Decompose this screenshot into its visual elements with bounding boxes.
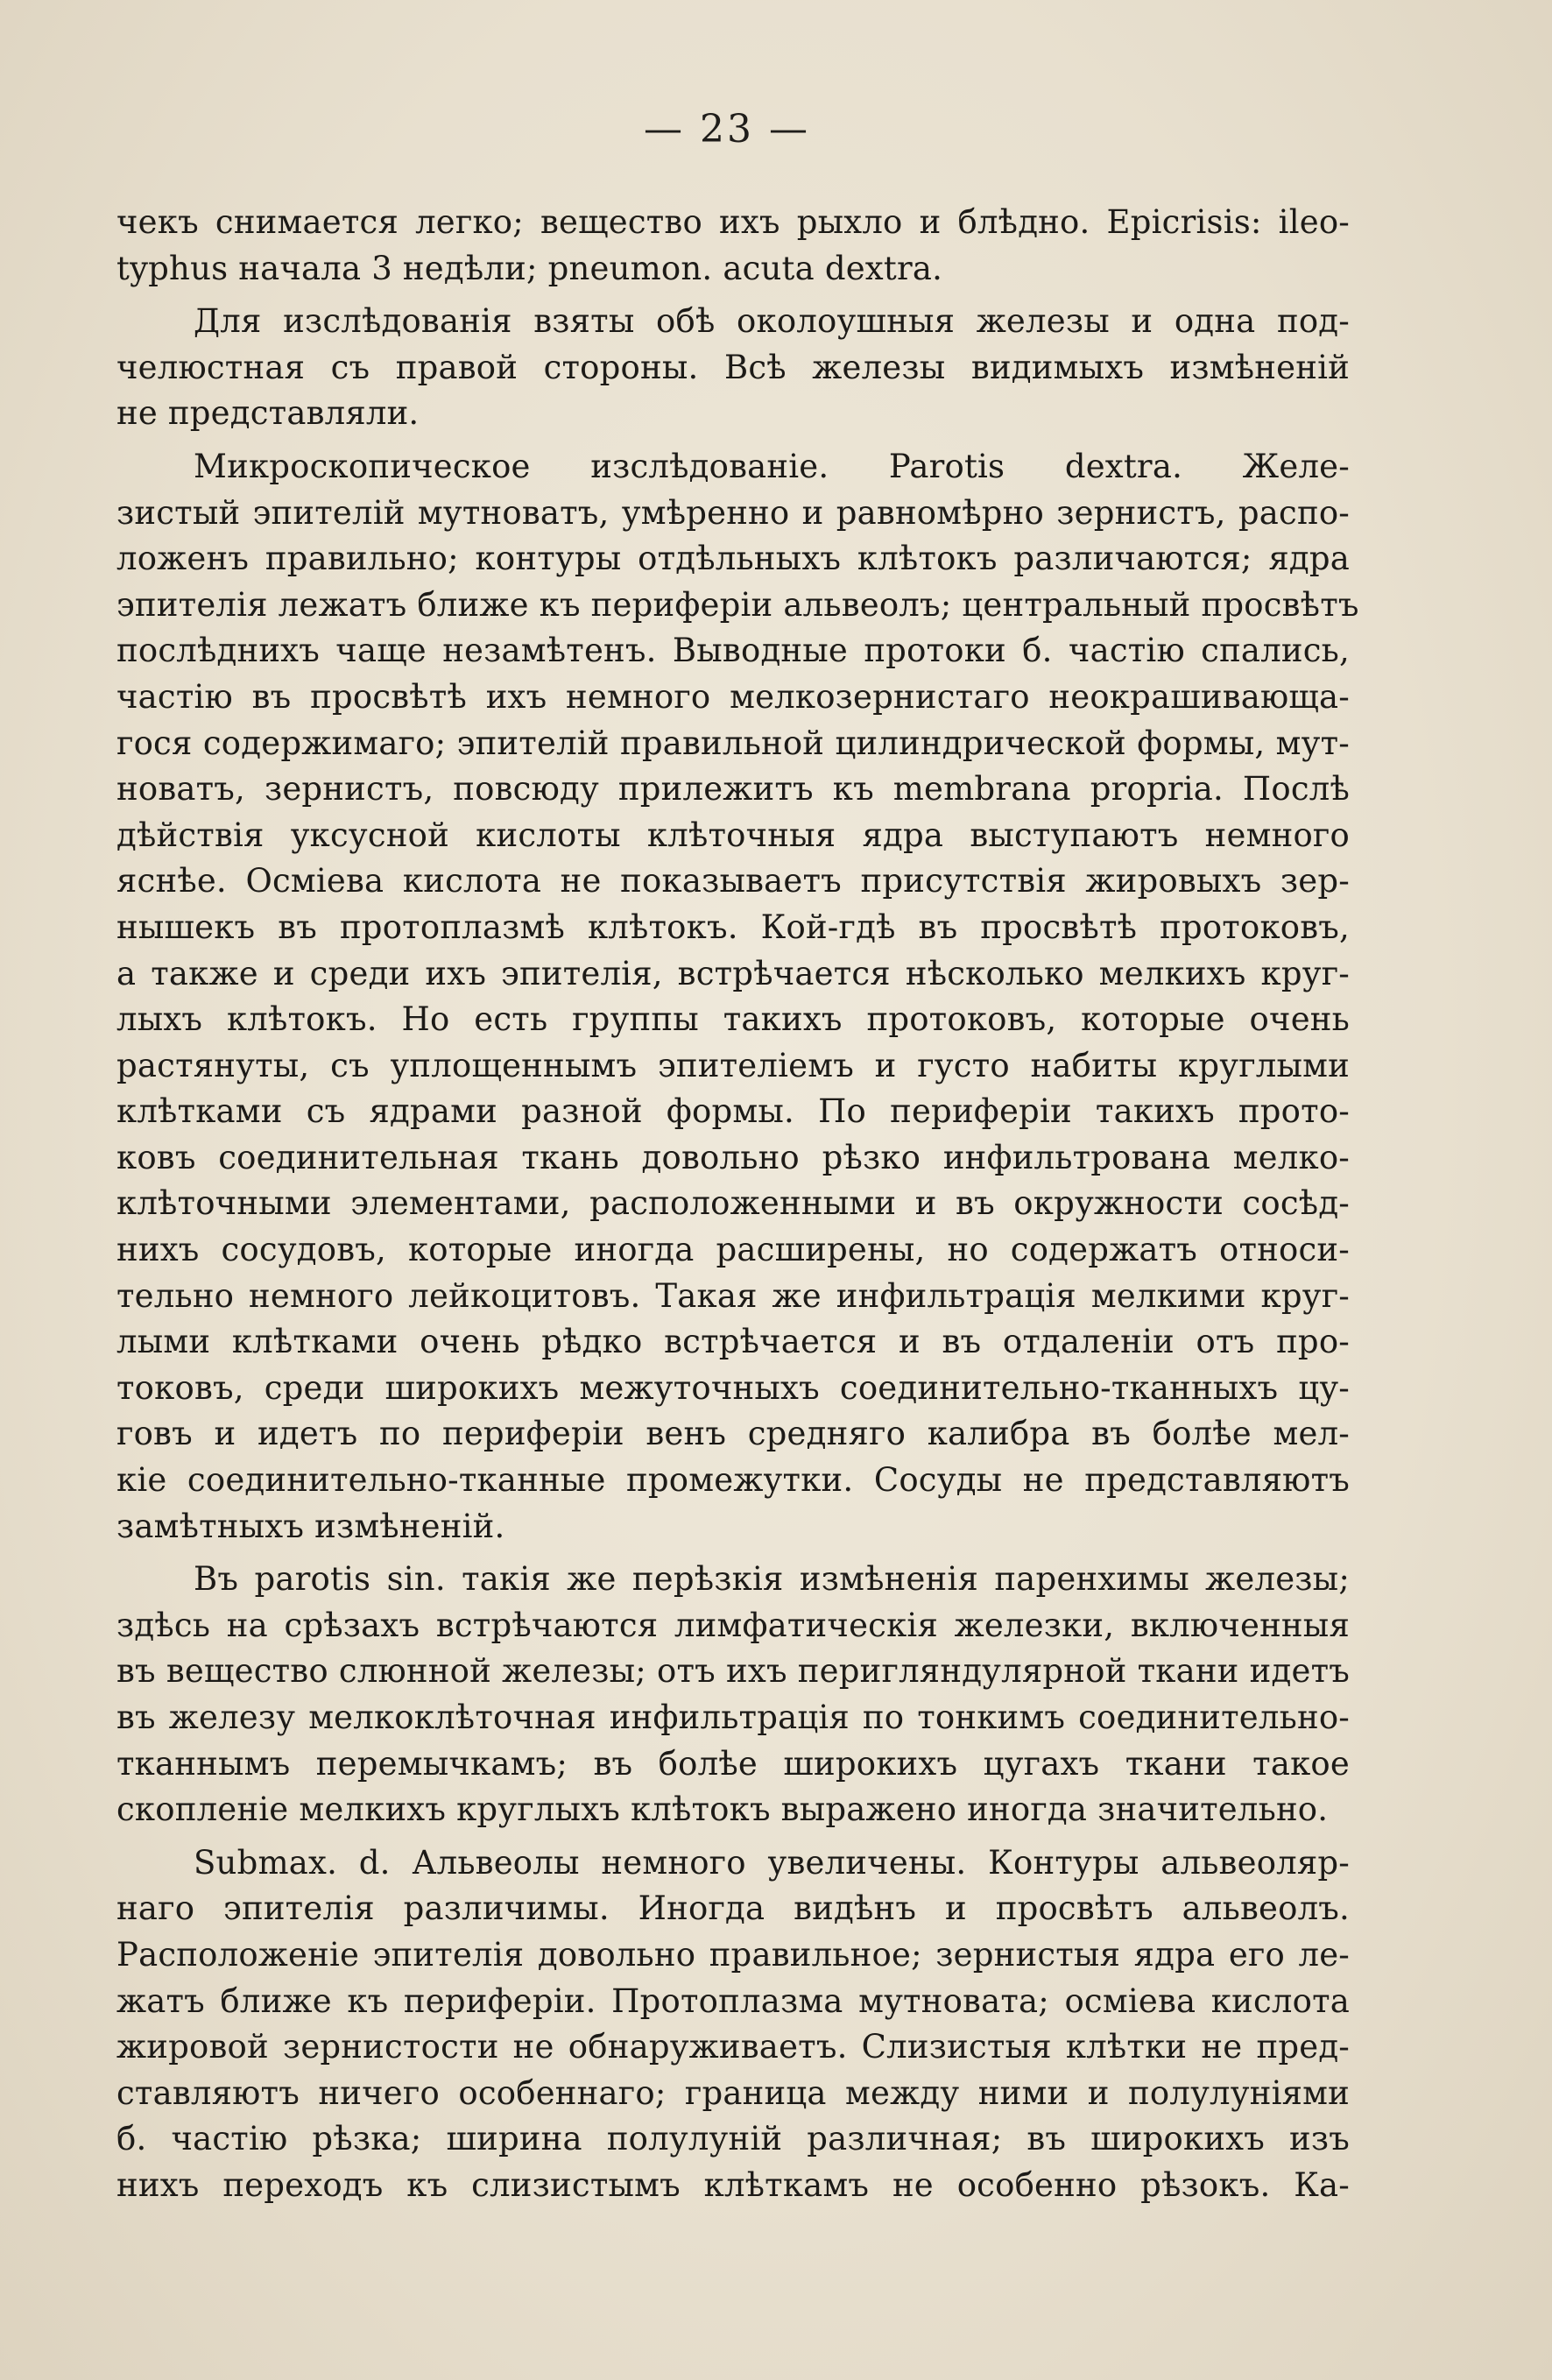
text-line: челюстная съ правой стороны. Всѣ железы видимыхъ измѣненій: [116, 348, 1350, 386]
text-line: наго эпителія различимы. Иногда видѣнъ и просвѣтъ альвеолъ.: [116, 1889, 1350, 1928]
text-line: Расположеніе эпителія довольно правильное; зернистыя ядра его ле-: [116, 1935, 1350, 1974]
text-line: послѣднихъ чаще незамѣтенъ. Выводные протоки б. частію спались,: [116, 632, 1350, 670]
text-line: нихъ сосудовъ, которые иногда расширены, но содержатъ относи-: [116, 1231, 1350, 1269]
text-line: эпителія лежатъ ближе къ периферіи альвеолъ; центральный просвѣтъ: [116, 585, 1359, 624]
text-line: новатъ, зернистъ, повсюду прилежитъ къ membrana propria. Послѣ: [116, 770, 1350, 809]
text-line: яснѣе. Осміева кислота не показываетъ присутствія жировыхъ зер-: [116, 862, 1350, 900]
text-line: б. частію рѣзка; ширина полулуній различная; въ широкихъ изъ: [116, 2120, 1350, 2158]
text-line: Для изслѣдованія взяты обѣ околоушныя железы и одна под-: [194, 302, 1350, 341]
text-line: замѣтныхъ измѣненій.: [116, 1507, 505, 1545]
text-line: лыми клѣтками очень рѣдко встрѣчается и въ отдаленіи отъ про-: [116, 1323, 1350, 1361]
text-line: въ железу мелкоклѣточная инфильтрація по тонкимъ соединительно-: [116, 1698, 1350, 1736]
text-line: тельно немного лейкоцитовъ. Такая же инфильтрація мелкими круг-: [116, 1276, 1350, 1315]
text-line: ковъ соединительная ткань довольно рѣзко инфильтрована мелко-: [116, 1138, 1350, 1176]
text-line: клѣточными элементами, расположенными и въ окружности сосѣд-: [116, 1184, 1350, 1223]
text-line: клѣтками съ ядрами разной формы. По периферіи такихъ прото-: [116, 1092, 1350, 1131]
text-line: ставляютъ ничего особеннаго; граница между ними и полулуніями: [116, 2073, 1350, 2112]
text-line: растянуты, съ уплощеннымъ эпителіемъ и густо набиты круглыми: [116, 1046, 1350, 1084]
text-line: нышекъ въ протоплазмѣ клѣтокъ. Кой-гдѣ въ просвѣтѣ протоковъ,: [116, 908, 1350, 946]
text-line: Submax. d. Альвеолы немного увеличены. Контуры альвеоляр-: [194, 1843, 1350, 1882]
text-line: зистый эпителій мутноватъ, умѣренно и равномѣрно зернистъ, распо-: [116, 493, 1350, 532]
text-line: typhus начала 3 недѣли; pneumon. acuta dextra.: [116, 249, 943, 287]
text-line: Въ parotis sin. такія же перѣзкія измѣненія паренхимы железы;: [194, 1560, 1350, 1599]
text-line: тканнымъ перемычкамъ; въ болѣе широкихъ цугахъ ткани такое: [116, 1744, 1350, 1783]
text-line: не представляли.: [116, 394, 420, 433]
text-line: чекъ снимается легко; вещество ихъ рыхло и блѣдно. Epicrisis: ileo-: [116, 203, 1350, 241]
text-line: въ вещество слюнной железы; отъ ихъ перигляндулярной ткани идетъ: [116, 1652, 1350, 1691]
text-line: кіе соединительно-тканные промежутки. Сосуды не представляютъ: [116, 1461, 1350, 1500]
page-number: — 23 —: [644, 107, 810, 152]
text-line: жировой зернистости не обнаруживаетъ. Слизистыя клѣтки не пред-: [116, 2028, 1350, 2066]
text-line: здѣсь на срѣзахъ встрѣчаются лимфатическія железки, включенныя: [116, 1606, 1350, 1644]
text-line: Микроскопическое изслѣдованіе. Parotis dextra. Желе-: [194, 447, 1350, 485]
text-line: говъ и идетъ по периферіи венъ средняго калибра въ болѣе мел-: [116, 1415, 1350, 1453]
text-line: лыхъ клѣтокъ. Но есть группы такихъ протоковъ, которые очень: [116, 1000, 1350, 1039]
text-line: дѣйствія уксусной кислоты клѣточныя ядра выступаютъ немного: [116, 816, 1350, 854]
body-text: [116, 200, 1359, 2209]
text-line: а также и среди ихъ эпителія, встрѣчается нѣсколько мелкихъ круг-: [116, 954, 1350, 992]
text-line: жатъ ближе къ периферіи. Протоплазма мутновата; осміева кислота: [116, 1981, 1350, 2020]
text-line: нихъ переходъ къ слизистымъ клѣткамъ не особенно рѣзокъ. Ка-: [116, 2165, 1350, 2204]
text-line: ложенъ правильно; контуры отдѣльныхъ клѣтокъ различаются; ядра: [116, 540, 1350, 578]
text-line: токовъ, среди широкихъ межуточныхъ соединительно-тканныхъ цу-: [116, 1368, 1350, 1407]
text-line: скопленіе мелкихъ круглыхъ клѣтокъ выражено иногда значительно.: [116, 1790, 1329, 1829]
text-line: гося содержимаго; эпителій правильной цилиндрической формы, мут-: [116, 724, 1350, 762]
text-line: частію въ просвѣтѣ ихъ немного мелкозернистаго неокрашивающа-: [116, 677, 1350, 716]
